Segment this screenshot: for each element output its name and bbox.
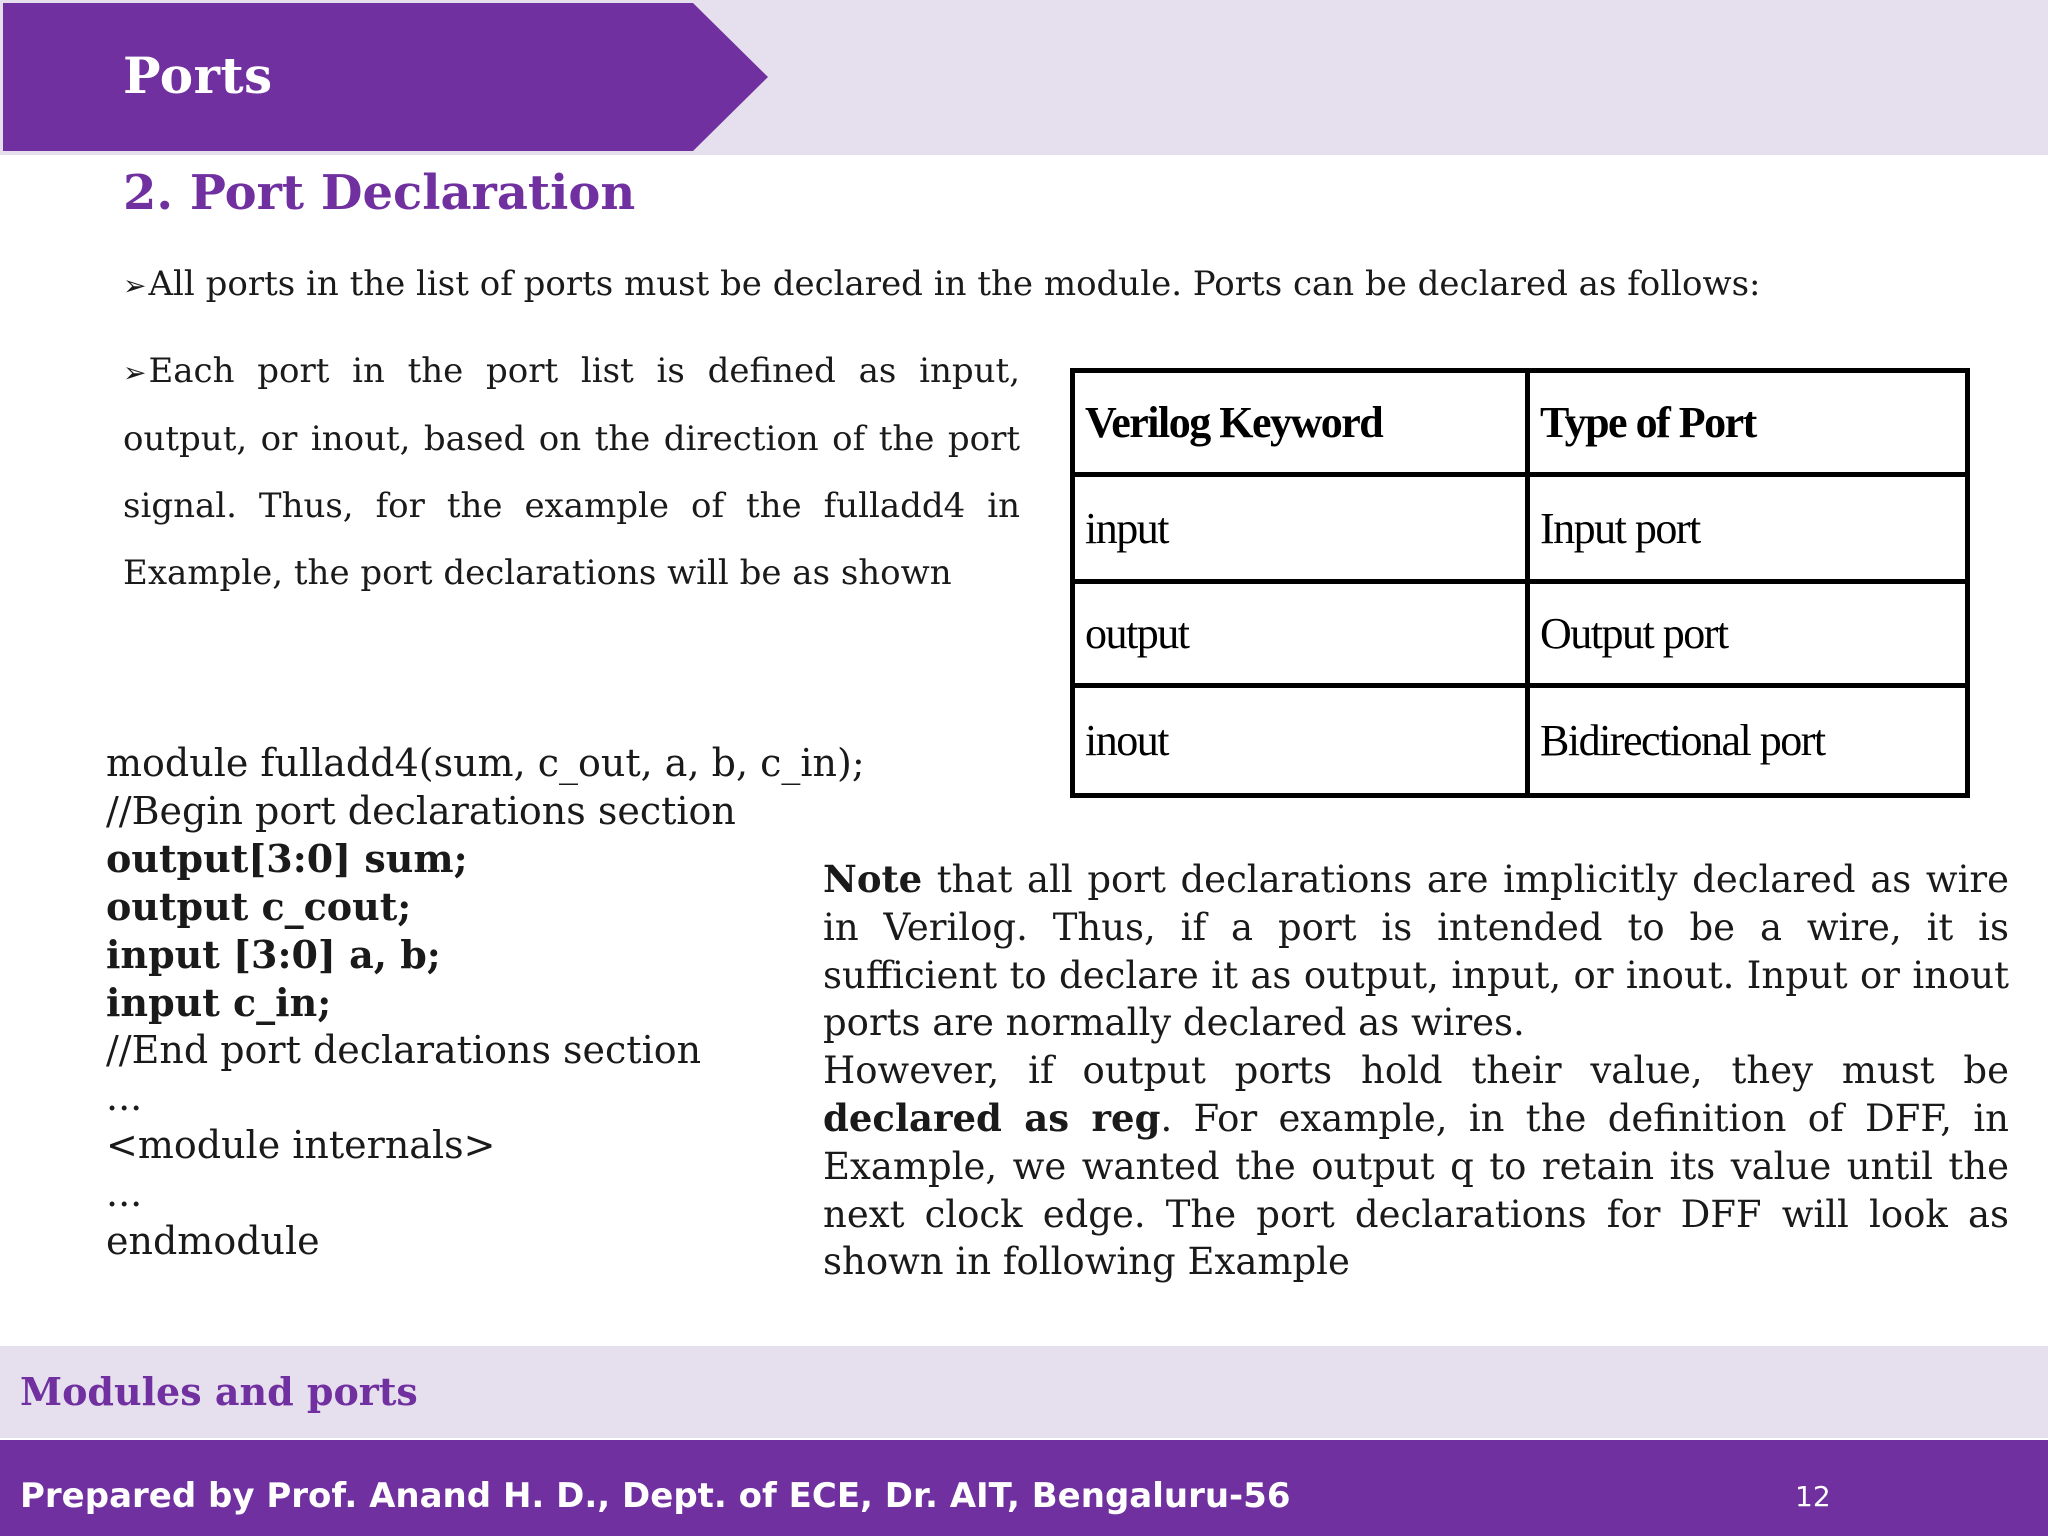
code-example [106, 692, 865, 1313]
section-heading: 2. Port Declaration [123, 165, 636, 221]
code-line: input [3:0] a, b; [106, 931, 441, 977]
code-line: //Begin port declarations section [106, 788, 736, 833]
code-line: module fulladd4(sum, c_out, a, b, c_in); [106, 740, 865, 785]
note-text-1: that all port declarations are implicitly declared as wire in Verilog. Thus, if a port is intended to be a wire, it is sufficient to declare it as output, input, or inout. Input or inout ports are normally declared as wires. [823, 858, 2009, 1045]
table-row [1073, 474, 1968, 582]
note-paragraph [823, 856, 2009, 1286]
table-cell: Input port [1528, 474, 1968, 582]
note-text-2: However, if output ports hold their value, they must be [823, 1049, 2009, 1093]
bullet-item-1 [123, 264, 1760, 304]
code-line: endmodule [106, 1218, 320, 1263]
code-line: ... [106, 1075, 143, 1120]
bullet-text-2: Each port in the port list is defined as input, output, or inout, based on the direction of the port signal. Thus, for the example of the fulladd4 in Example, the port declarations will be as shown [123, 351, 1020, 593]
footer-section-title: Modules and ports [20, 1369, 418, 1414]
code-line: ... [106, 1170, 143, 1215]
page-number: 12 [1795, 1480, 1831, 1513]
port-type-table [1070, 368, 1970, 798]
table-header-cell: Type of Port [1528, 371, 1968, 475]
table-cell: inout [1073, 686, 1528, 796]
arrow-bullet-icon: ➢ [123, 269, 147, 302]
title-banner [3, 3, 768, 151]
arrow-bullet-icon: ➢ [123, 356, 147, 389]
code-line: output[3:0] sum; [106, 836, 468, 882]
bullet-text-1: All ports in the list of ports must be declared in the module. Ports can be declared as follows: [148, 264, 1761, 304]
table-cell: Output port [1528, 582, 1968, 686]
code-line: input c_in; [106, 979, 332, 1025]
note-emphasis: declared as reg [823, 1095, 1161, 1140]
table-header-row [1073, 371, 1968, 475]
note-lead: Note [823, 857, 923, 901]
table-row [1073, 686, 1968, 796]
slide-title: Ports [123, 46, 273, 105]
footer-credit: Prepared by Prof. Anand H. D., Dept. of ECE, Dr. AIT, Bengaluru-56 [20, 1476, 1291, 1516]
table-row [1073, 582, 1968, 686]
table-cell: Bidirectional port [1528, 686, 1968, 796]
bullet-item-2 [123, 338, 1020, 607]
code-line: output c_cout; [106, 884, 412, 930]
table-cell: output [1073, 582, 1528, 686]
note-text-3: . For example, in the definition of DFF, in Example, we wanted the output q to retain its value until the next clock edge. The port declarations for DFF will look as shown in following Example [823, 1096, 2009, 1284]
table-cell: input [1073, 474, 1528, 582]
code-line: //End port declarations section [106, 1027, 702, 1072]
table-header-cell: Verilog Keyword [1073, 371, 1528, 475]
code-line: <module internals> [106, 1123, 496, 1168]
